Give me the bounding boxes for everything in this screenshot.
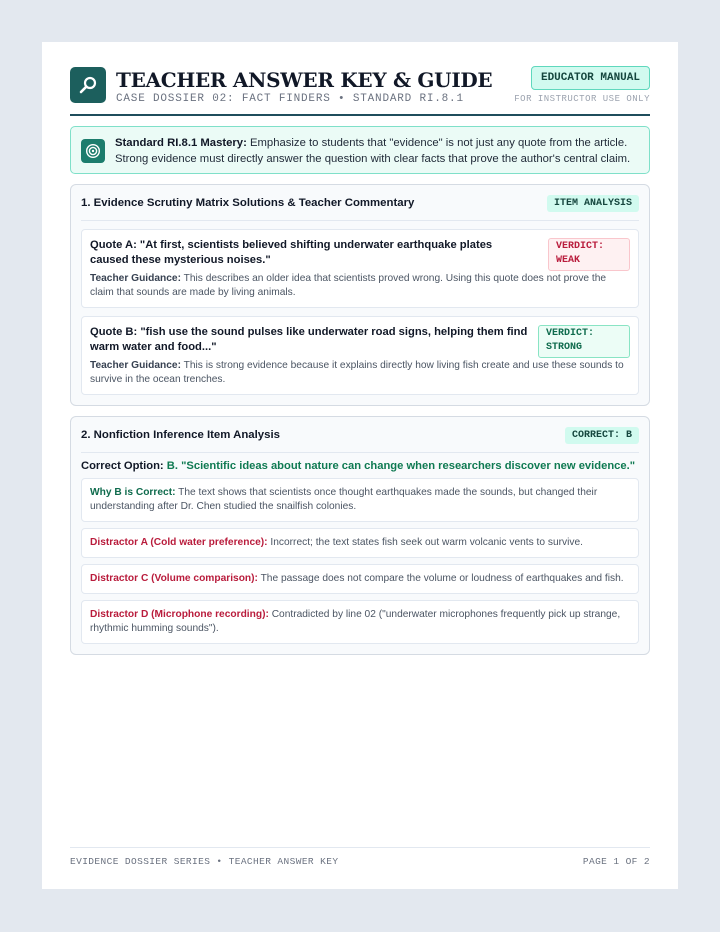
distractor-c-card — [81, 564, 639, 594]
quote-text: Quote A: "At first, scientists believed shifting underwater earthquake plates caused these mysterious noises." — [90, 239, 493, 266]
item-text: Contradicted by line 02 ("underwater microphones frequently pick up strange, rhythmic humming sounds"). — [90, 609, 621, 634]
mastery-callout — [70, 126, 650, 174]
correct-option-label: Correct Option: — [81, 460, 164, 472]
item-label: Distractor A (Cold water preference): — [90, 537, 268, 548]
quote-text: Quote B: "fish use the sound pulses like underwater road signs, helping them find warm water and food..." — [90, 326, 528, 353]
page-content — [70, 66, 650, 655]
section-title: 2. Nonfiction Inference Item Analysis — [81, 429, 280, 441]
section-header — [81, 185, 639, 221]
page-title: TEACHER ANSWER KEY & GUIDE — [116, 68, 493, 92]
item-analysis-badge: ITEM ANALYSIS — [547, 195, 639, 212]
magnifier-icon — [70, 67, 106, 103]
educator-manual-badge: EDUCATOR MANUAL — [531, 66, 650, 90]
item-label: Distractor C (Volume comparison): — [90, 573, 258, 584]
quote-card-a — [81, 229, 639, 308]
callout-lead: Standard RI.8.1 Mastery: — [115, 137, 247, 149]
page-number: PAGE 1 OF 2 — [582, 856, 650, 867]
verdict-badge: VERDICT: STRONG — [538, 325, 630, 358]
callout-body: Emphasize to students that "evidence" is not just any quote from the article. Strong evidence must directly answer the question with clear facts that prove the author's central claim. — [115, 137, 631, 165]
guidance-label: Teacher Guidance: — [90, 273, 181, 284]
evidence-matrix-section — [70, 184, 650, 406]
page-subtitle: CASE DOSSIER 02: FACT FINDERS • STANDARD RI.8.1 — [116, 93, 464, 105]
guidance-text: This describes an older idea that scientists proved wrong. Using this quote does not prove the claim that sounds are made by living animals. — [90, 273, 607, 298]
distractor-d-card — [81, 600, 639, 644]
guidance-text: This is strong evidence because it explains directly how living fish create and use these sounds to survive in the ocean trenches. — [90, 360, 624, 385]
correct-answer-badge: CORRECT: B — [565, 427, 639, 444]
item-text: The passage does not compare the volume or loudness of earthquakes and fish. — [257, 573, 624, 584]
verdict-badge: VERDICT: WEAK — [548, 238, 630, 271]
item-label: Distractor D (Microphone recording): — [90, 609, 269, 620]
correct-option-line — [81, 460, 639, 472]
item-text: Incorrect; the text states fish seek out warm volcanic vents to survive. — [267, 537, 583, 548]
item-text: The text shows that scientists once thought earthquakes made the sounds, but changed their understanding after Dr. Chen studied the snailfish colonies. — [90, 487, 598, 512]
inference-analysis-section — [70, 416, 650, 655]
teacher-guidance — [90, 359, 630, 387]
footer-series: EVIDENCE DOSSIER SERIES • TEACHER ANSWER KEY — [70, 856, 339, 867]
callout-text — [115, 135, 639, 167]
section-header — [81, 417, 639, 453]
why-correct-card — [81, 478, 639, 522]
correct-option-answer: B. "Scientific ideas about nature can change when researchers discover new evidence." — [163, 460, 636, 472]
guidance-label: Teacher Guidance: — [90, 360, 181, 371]
document-page — [42, 42, 678, 889]
instructor-note: FOR INSTRUCTOR USE ONLY — [514, 94, 650, 104]
document-header — [70, 66, 650, 116]
distractor-a-card — [81, 528, 639, 558]
quote-card-b — [81, 316, 639, 395]
target-icon — [81, 139, 105, 163]
item-label: Why B is Correct: — [90, 487, 176, 498]
section-title: 1. Evidence Scrutiny Matrix Solutions & Teacher Commentary — [81, 197, 415, 209]
page-footer — [70, 847, 650, 867]
teacher-guidance — [90, 272, 630, 300]
